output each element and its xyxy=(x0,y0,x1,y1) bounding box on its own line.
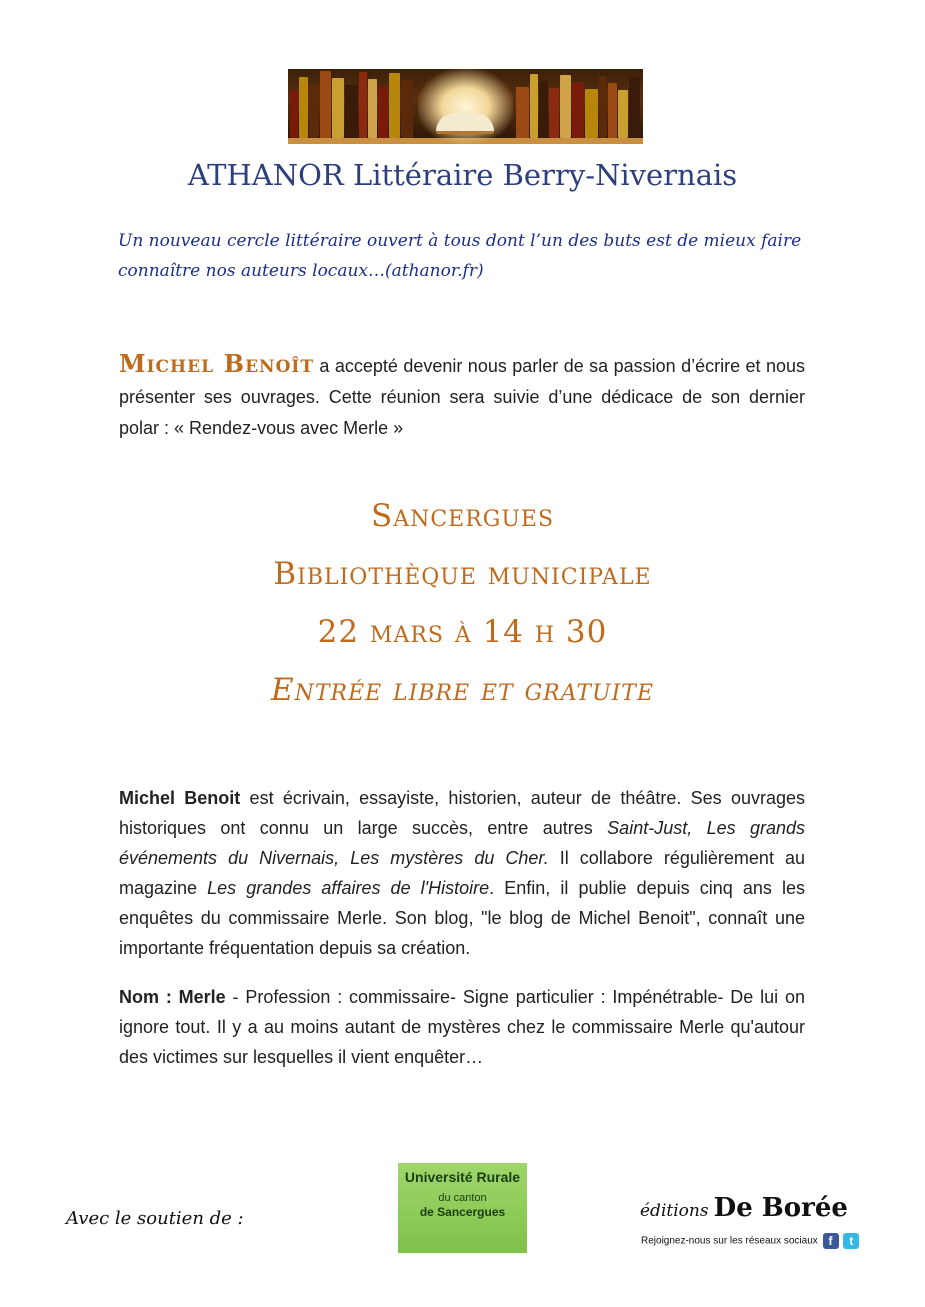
book-spine xyxy=(560,75,571,138)
book-spine xyxy=(389,73,400,138)
merle-label: Nom : Merle xyxy=(119,987,226,1007)
bio-text-2: Il collabore régulièrement au magazine xyxy=(119,848,805,898)
intro-paragraph xyxy=(119,348,805,444)
book-spine xyxy=(332,78,344,138)
book-spine xyxy=(359,72,367,138)
social-bar xyxy=(641,1233,859,1249)
book-spine xyxy=(299,77,308,138)
merle-text: - Profession : commissaire- Signe particulier : Impénétrable- De lui on ignore tout. Il y a au moins autant de mystères chez le commissaire Merle qu'autour des victimes sur lesquelles il vient enquêter… xyxy=(119,987,805,1067)
page-subtitle: Un nouveau cercle littéraire ouvert à tous dont l’un des buts est de mieux faire connaître nos auteurs locaux…(athanor.fr) xyxy=(118,231,802,281)
book-spine xyxy=(585,89,598,138)
event-entry: Entrée libre et gratuite xyxy=(270,672,655,708)
open-book-icon xyxy=(436,113,494,134)
event-venue: Bibliothèque municipale xyxy=(273,556,652,592)
book-spine xyxy=(618,90,628,138)
book-spine xyxy=(378,86,388,138)
event-date: 22 mars à 14 h 30 xyxy=(317,614,608,650)
univ-logo-sub1: du canton xyxy=(438,1192,487,1204)
book-spine xyxy=(320,71,331,138)
univ-logo-title: Université Rurale xyxy=(404,1169,521,1185)
univ-logo-sub2: de Sancergues xyxy=(419,1205,506,1219)
book-spine xyxy=(516,87,529,138)
bio-text-3: . Enfin, il publie depuis cinq ans les enquêtes du commissaire Merle. Son blog, "le blog de Michel Benoit", connaît une importante fréquentation depuis sa création. xyxy=(119,878,805,958)
book-spine xyxy=(345,85,358,138)
book-spine xyxy=(368,79,377,138)
book-spine xyxy=(530,74,538,138)
publisher-name: De Borée xyxy=(713,1193,848,1223)
event-place: Sancergues xyxy=(370,498,555,534)
publisher-logo xyxy=(640,1193,848,1223)
header-banner-image xyxy=(288,69,643,144)
book-spine xyxy=(549,88,559,138)
book-spine xyxy=(401,80,413,138)
book-spine xyxy=(629,77,640,138)
bio-name: Michel Benoit xyxy=(119,788,241,808)
intro-text: a accepté devenir nous parler de sa passion d’écrire et nous présenter ses ouvrages. Cette réunion sera suivie d’une dédicace de son dernier polar : « Rendez-vous avec Merle » xyxy=(119,356,805,438)
bio-magazine: Les grandes affaires de l'Histoire xyxy=(207,878,490,898)
book-spine xyxy=(599,76,607,138)
author-name: Michel Benoît xyxy=(119,349,314,378)
bio-works: Saint-Just, Les grands événements du Nivernais, Les mystères du Cher. xyxy=(119,818,805,868)
book-spine xyxy=(309,84,319,138)
page-title: ATHANOR Littéraire Berry-Nivernais xyxy=(187,158,738,192)
twitter-icon[interactable]: t xyxy=(843,1233,859,1249)
bio-paragraph xyxy=(119,783,805,963)
social-text: Rejoignez-nous sur les réseaux sociaux xyxy=(641,1235,818,1247)
book-spine xyxy=(572,82,584,138)
support-label: Avec le soutien de : xyxy=(66,1208,244,1229)
publisher-prefix: éditions xyxy=(640,1201,709,1221)
book-spine xyxy=(539,81,548,138)
facebook-icon[interactable]: f xyxy=(823,1233,839,1249)
bio-text-1: est écrivain, essayiste, historien, auteur de théâtre. Ses ouvrages historiques ont connu un large succès, entre autres xyxy=(119,788,805,838)
book-spine xyxy=(608,83,617,138)
book-spine xyxy=(290,90,298,138)
universite-rurale-logo xyxy=(398,1163,527,1253)
merle-paragraph xyxy=(119,982,805,1072)
